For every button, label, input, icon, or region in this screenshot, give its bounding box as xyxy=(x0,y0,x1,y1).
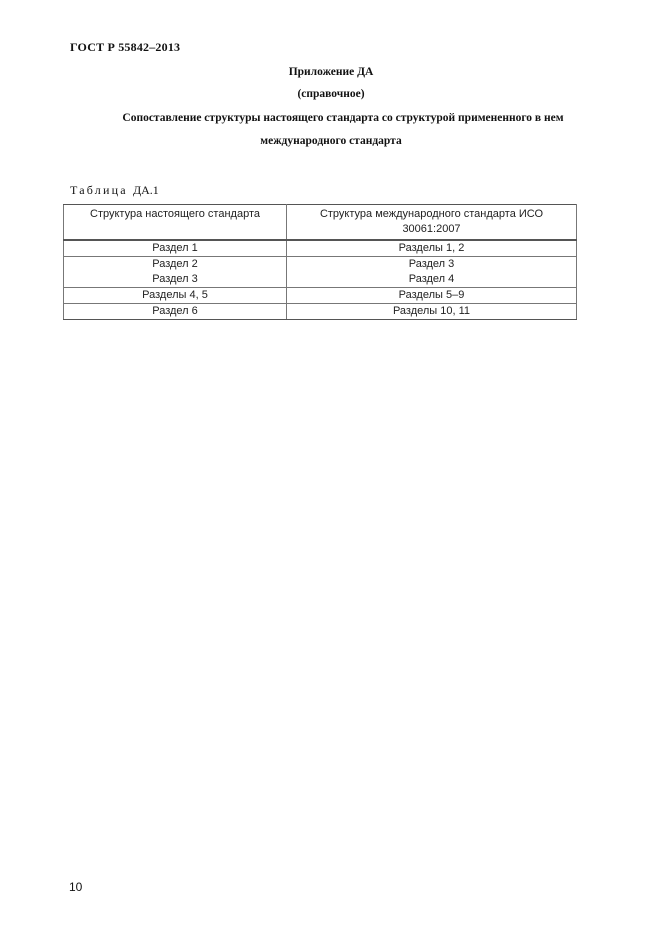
table-cell: Раздел 2 xyxy=(64,257,287,273)
appendix-description-line-2: международного стандарта xyxy=(260,135,402,147)
column-header-national: Структура настоящего стандарта xyxy=(64,205,287,241)
table-caption-number: ДА.1 xyxy=(132,183,159,197)
document-code: ГОСТ Р 55842–2013 xyxy=(70,40,181,54)
table-caption-label: Таблица xyxy=(70,183,128,197)
comparison-table xyxy=(63,204,577,320)
page-number: 10 xyxy=(69,880,83,894)
appendix-description-line-1: Сопоставление структуры настоящего стандарта со структурой примененного в нем xyxy=(122,112,564,124)
table-row xyxy=(64,304,577,320)
table-row xyxy=(64,288,577,304)
table-cell: Разделы 10, 11 xyxy=(287,304,577,320)
table-row xyxy=(64,257,577,273)
table-cell: Раздел 3 xyxy=(64,272,287,288)
table-cell: Раздел 6 xyxy=(64,304,287,320)
table-cell: Разделы 1, 2 xyxy=(287,240,577,257)
table-cell: Разделы 5–9 xyxy=(287,288,577,304)
table-header-row xyxy=(64,205,577,241)
column-header-international: Структура международного стандарта ИСО 30061:2007 xyxy=(287,205,577,241)
table-cell: Разделы 4, 5 xyxy=(64,288,287,304)
table-caption xyxy=(70,183,159,198)
appendix-title: Приложение ДА xyxy=(288,66,374,78)
table-row xyxy=(64,272,577,288)
table-row xyxy=(64,240,577,257)
table-cell: Раздел 4 xyxy=(287,272,577,288)
table-cell: Раздел 1 xyxy=(64,240,287,257)
appendix-note: (справочное) xyxy=(297,88,365,100)
table-cell: Раздел 3 xyxy=(287,257,577,273)
